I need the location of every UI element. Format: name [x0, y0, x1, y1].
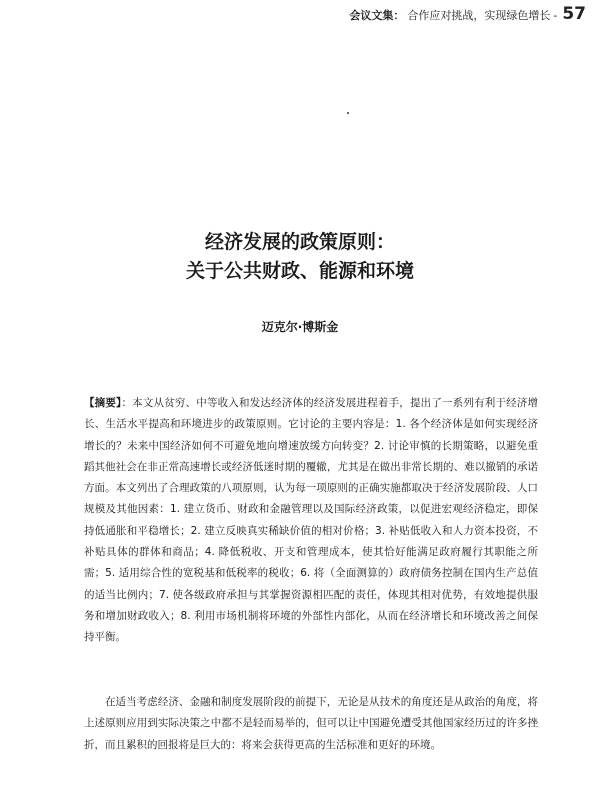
title-line-2: 关于公共财政、能源和环境 — [185, 260, 414, 282]
stray-mark — [347, 112, 349, 114]
abstract — [84, 393, 538, 649]
author-name: 迈克尔·博斯金 — [261, 320, 339, 334]
header-separator: - — [553, 9, 558, 22]
abstract-label: 【摘要】 — [84, 397, 122, 409]
header-series: 会议文集： — [349, 9, 405, 22]
abstract-text: ：本文从贫穷、中等收入和发达经济体的经济发展进程着手，提出了一系列有利于经济增长、生活水平提高和环境进步的政策原则。它讨论的主要内容是：1. 各个经济体是如何实现经济增长的？未来中国经济如何不可避免地向增速放缓方向转变？2. 讨论审慎的长期策略，以避免重蹈其他社会在非正常高速增长或经济低迷时期的覆辙，尤其是在做出非常长期的、难以撤销的承诺方面。本文列出了合理政策的八项原则，认为每一项原则的正确实施都取决于经济发展阶段、人口规模及其他因素：1. 建立货币、财政和金融管理以及国际经济政策，以促进宏观经济稳定，即保持低通胀和平稳增长；2. 建立反映真实稀缺价值的相对价格；3. 补贴低收入和人力资本投资，不补贴具体的群体和商品；4. 降低税收、开支和管理成本，使其恰好能满足政府履行其职能之所需；5. 适用综合性的宽税基和低税率的税收；6. 将（全面测算的）政府债务控制在国内生产总值的适当比例内；7. 使各级政府承担与其掌握资源相匹配的责任，体现其相对优势，有效地提供服务和增加财政收入；8. 利用市场机制将环境的外部性内部化，从而在经济增长和环境改善之间保持平衡。 — [84, 397, 539, 644]
body-paragraph: 在适当考虑经济、金融和制度发展阶段的前提下，无论是从技术的角度还是从政治的角度，将上述原则应用到实际决策之中都不是轻而易举的，但可以让中国避免遭受其他国家经历过的许多挫折，而且累积的回报将是巨大的：将来会获得更高的生活标准和更好的环境。 — [84, 696, 538, 751]
title-line-1: 经济发展的政策原则： — [204, 231, 395, 253]
header-subtitle: 合作应对挑战，实现绿色增长 — [407, 9, 551, 22]
article-title — [0, 228, 600, 286]
running-header — [349, 4, 586, 24]
page-number: 57 — [562, 4, 586, 24]
